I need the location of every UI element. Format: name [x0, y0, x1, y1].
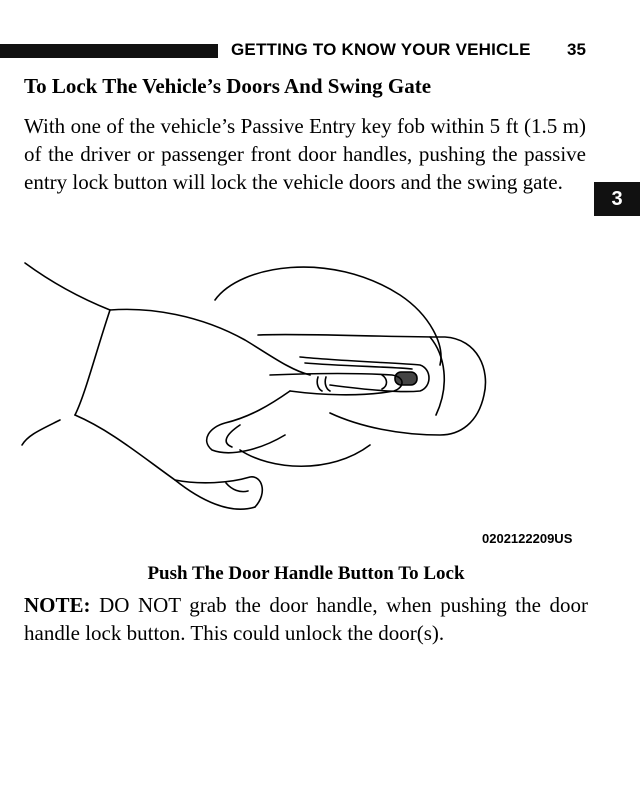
- note-paragraph: [24, 591, 588, 647]
- page-number: 35: [567, 40, 586, 59]
- curled-finger: [207, 391, 290, 453]
- running-head: GETTING TO KNOW YOUR VEHICLE: [231, 40, 531, 59]
- chapter-tab: [594, 182, 640, 216]
- sleeve: [25, 263, 110, 310]
- figure-id: 0202122209US: [482, 531, 573, 546]
- door-handle-inner: [430, 337, 444, 415]
- door-handle-illustration: [0, 245, 600, 535]
- section-title: To Lock The Vehicle’s Doors And Swing Gate: [24, 74, 432, 98]
- door-handle: [258, 334, 485, 435]
- thumb: [175, 477, 262, 507]
- handle-recess-outline: [215, 267, 441, 365]
- header-bar: [0, 44, 218, 58]
- chapter-number: 3: [611, 187, 623, 210]
- hand: [110, 309, 310, 375]
- handle-recess-lower: [240, 445, 370, 466]
- lock-button: [395, 372, 417, 385]
- note-body: DO NOT grab the door handle, when pushing the door handle lock button. This could unlock the door(s).: [24, 593, 588, 645]
- note-label: NOTE:: [24, 593, 91, 617]
- figure-caption: Push The Door Handle Button To Lock: [147, 563, 465, 584]
- body-paragraph: With one of the vehicle’s Passive Entry key fob within 5 ft (1.5 m) of the driver or passenger front door handles, pushing the passive entry lock button will lock the vehicle doors and the swing gate.: [24, 114, 586, 194]
